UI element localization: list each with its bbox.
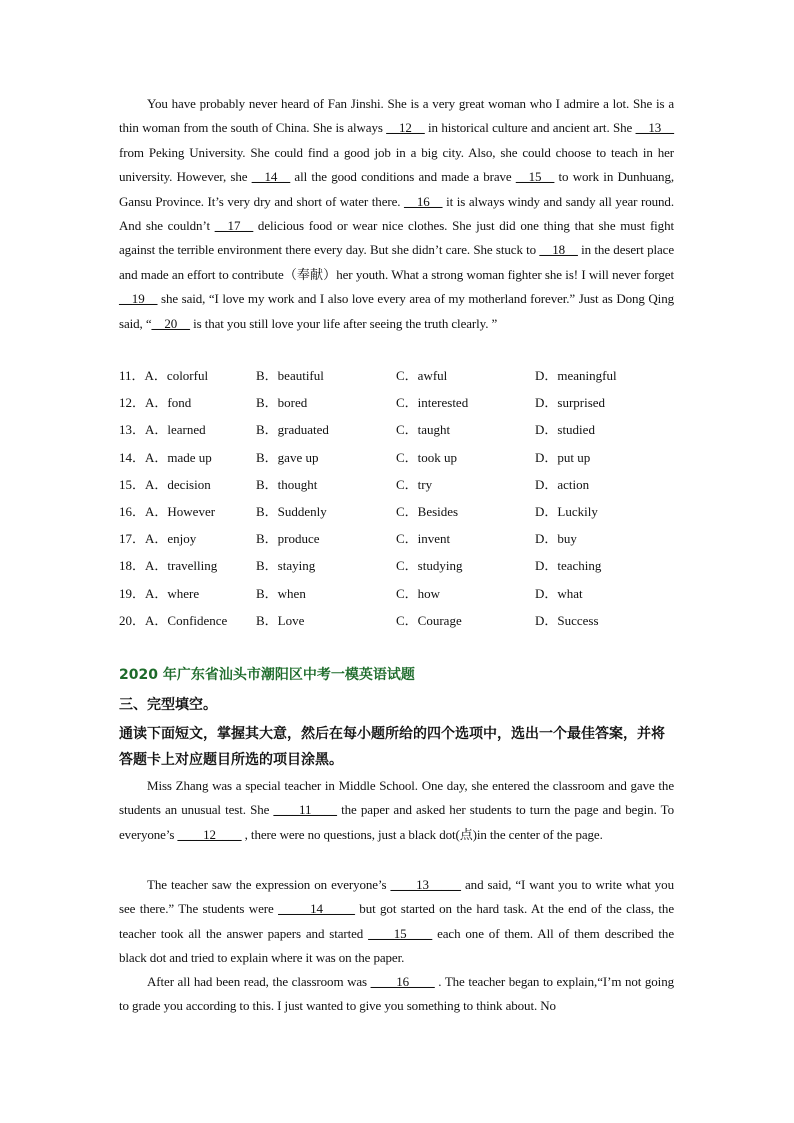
- blank-13: __13__: [635, 120, 674, 136]
- passage-text: to work in Dunhuang, Gansu Province. It’s very dry and short of water there.: [119, 169, 674, 209]
- passage-text: is that you still love your life after seeing the truth clearly. ”: [189, 315, 498, 331]
- passage-text: the paper and asked her students to turn the page and begin. To everyone’s: [119, 802, 674, 842]
- blank-15: ____15____: [368, 925, 433, 941]
- question-number: 20．: [119, 612, 146, 628]
- passage-text: delicious food or wear nice clothes. She just did one thing that she must fight against the terrible environment there every day. But she didn’t care. She stuck to: [119, 218, 674, 258]
- question-options: [119, 525, 196, 552]
- option-c: C．how: [396, 585, 441, 601]
- option-b: B．bored: [256, 395, 308, 411]
- question-options: [119, 389, 191, 416]
- option-d: D．surprised: [535, 395, 606, 411]
- passage-text: and said, “I want you to write what you see there.” The students were: [119, 877, 674, 917]
- section-subtitle: 三、完型填空。: [119, 697, 217, 713]
- blank-11: ____11____: [273, 802, 337, 818]
- option-d: D．studied: [535, 422, 595, 438]
- blank-15: __15__: [515, 169, 555, 185]
- option-d: D．what: [535, 585, 583, 601]
- question-options: [119, 416, 206, 443]
- option-b: B．beautiful: [256, 368, 324, 383]
- option-c: C．took up: [396, 449, 458, 465]
- passage-text: but got started on the hard task. At the end of the class, the teacher took all the answer papers and started: [119, 901, 674, 941]
- option-c: C．try: [396, 476, 433, 492]
- question-number: 17．: [119, 531, 146, 547]
- option-d: D．put up: [535, 449, 591, 465]
- blank-16: ____16____: [370, 974, 435, 989]
- option-a: A．where: [145, 585, 200, 601]
- blank-14: _____14_____: [278, 901, 355, 917]
- option-b: B．staying: [256, 558, 316, 574]
- option-row-12: [119, 389, 679, 416]
- passage-2-paragraph-3: [119, 970, 674, 1019]
- option-c: C．taught: [396, 422, 451, 438]
- option-c: C．Besides: [396, 503, 459, 519]
- option-row-14: [119, 444, 679, 471]
- question-number: 14．: [119, 449, 146, 465]
- option-a: A．enjoy: [145, 531, 197, 547]
- option-row-11: [119, 362, 679, 389]
- option-b: B．produce: [256, 531, 320, 547]
- question-number: 13．: [119, 422, 146, 438]
- question-options: [119, 471, 211, 498]
- question-number: 18．: [119, 558, 146, 574]
- option-d: D．action: [535, 476, 590, 492]
- question-options: [119, 552, 217, 579]
- blank-13: ____13_____: [390, 877, 461, 892]
- option-b: B．Love: [256, 612, 305, 628]
- passage-text: all the good conditions and made a brave: [290, 169, 516, 185]
- option-c: C．awful: [396, 368, 448, 383]
- option-b: B．gave up: [256, 449, 319, 465]
- passage-text: from Peking University. She could find a good job in a big city. Also, she could choose to teach in her university. However, she: [119, 144, 674, 185]
- passage-text: You have probably never heard of Fan Jinshi. She is a very great woman who I admire a lot. She is a thin woman from the south of China. She is always: [119, 96, 674, 136]
- passage-2-paragraph-1: [119, 774, 674, 847]
- option-a: A．colorful: [144, 368, 209, 383]
- option-a: A．fond: [145, 395, 192, 411]
- passage-text: she said, “I love my work and I also love every area of my motherland forever.” Just as Dong Qing said, “: [119, 291, 674, 331]
- option-d: D．Luckily: [535, 503, 598, 519]
- question-number: 19．: [119, 585, 146, 601]
- option-row-17: [119, 525, 679, 552]
- question-options: [119, 498, 215, 525]
- question-options: [119, 444, 212, 471]
- question-number: 16．: [119, 503, 146, 519]
- question-options: [119, 362, 208, 389]
- question-number: 12．: [119, 395, 146, 411]
- section-title: 2020 年广东省汕头市潮阳区中考一模英语试题: [119, 667, 415, 683]
- option-a: A．Confidence: [145, 612, 228, 628]
- passage-text: After all had been read, the classroom was: [147, 974, 371, 989]
- question-number: 15．: [119, 476, 146, 492]
- options-list: [119, 362, 679, 634]
- passage-text: it is always windy and sandy all year round. And she couldn’t: [119, 193, 674, 234]
- passage-text: in the desert place and made an effort to contribute（奉献）her youth. What a strong woman fighter she is! I will never forget: [119, 242, 674, 282]
- blank-18: __18__: [539, 242, 578, 258]
- passage-text: , there were no questions, just a black dot(点)in the center of the page.: [241, 826, 603, 842]
- question-number: 11．: [119, 368, 145, 383]
- option-a: A．travelling: [145, 558, 218, 574]
- option-row-16: [119, 498, 679, 525]
- option-d: D．teaching: [535, 558, 602, 574]
- option-a: A．made up: [145, 449, 212, 465]
- option-row-18: [119, 552, 679, 579]
- option-a: A．decision: [145, 476, 211, 492]
- passage-text: in historical culture and ancient art. She: [424, 120, 636, 136]
- section-instruction: 通读下面短文，掌握其大意，然后在每小题所给的四个选项中，选出一个最佳答案，并将答题卡上对应题目所选的项目涂黑。: [119, 726, 665, 768]
- option-b: B．Suddenly: [256, 503, 327, 519]
- option-row-13: [119, 416, 679, 443]
- passage-text: each one of them. All of them described the black dot and tried to explain where it was on the paper.: [119, 925, 674, 966]
- option-row-20: [119, 607, 679, 634]
- blank-19: __19__: [119, 291, 158, 307]
- option-c: C．invent: [396, 531, 451, 547]
- option-c: C．Courage: [396, 612, 462, 628]
- blank-20: __20__: [151, 315, 190, 331]
- option-d: D．buy: [535, 531, 577, 547]
- blank-12: ____12____: [177, 826, 242, 842]
- option-row-15: [119, 471, 679, 498]
- blank-12: __12__: [386, 120, 425, 136]
- option-c: C．interested: [396, 395, 469, 411]
- passage-1: [119, 92, 674, 336]
- passage-text: Miss Zhang was a special teacher in Middle School. One day, she entered the classroom and gave the students an unusual test. She: [119, 778, 674, 818]
- option-d: D．Success: [535, 612, 599, 628]
- option-b: B．graduated: [256, 422, 329, 438]
- blank-14: __14__: [251, 169, 291, 185]
- question-options: [119, 607, 227, 634]
- passage-2-paragraph-2: [119, 873, 674, 971]
- option-d: D．meaningful: [535, 368, 617, 383]
- option-a: A．learned: [145, 422, 206, 438]
- passage-text: The teacher saw the expression on everyone’s: [147, 877, 391, 892]
- option-a: A．However: [145, 503, 216, 519]
- blank-17: __17__: [214, 218, 254, 234]
- passage-text: . The teacher began to explain,“I’m not going to grade you according to this. I just wanted to give you something to think about. No: [119, 974, 674, 1014]
- option-b: B．thought: [256, 476, 318, 492]
- blank-16: __16__: [404, 193, 443, 209]
- question-options: [119, 580, 199, 607]
- option-c: C．studying: [396, 558, 463, 574]
- option-b: B．when: [256, 585, 306, 601]
- option-row-19: [119, 580, 679, 607]
